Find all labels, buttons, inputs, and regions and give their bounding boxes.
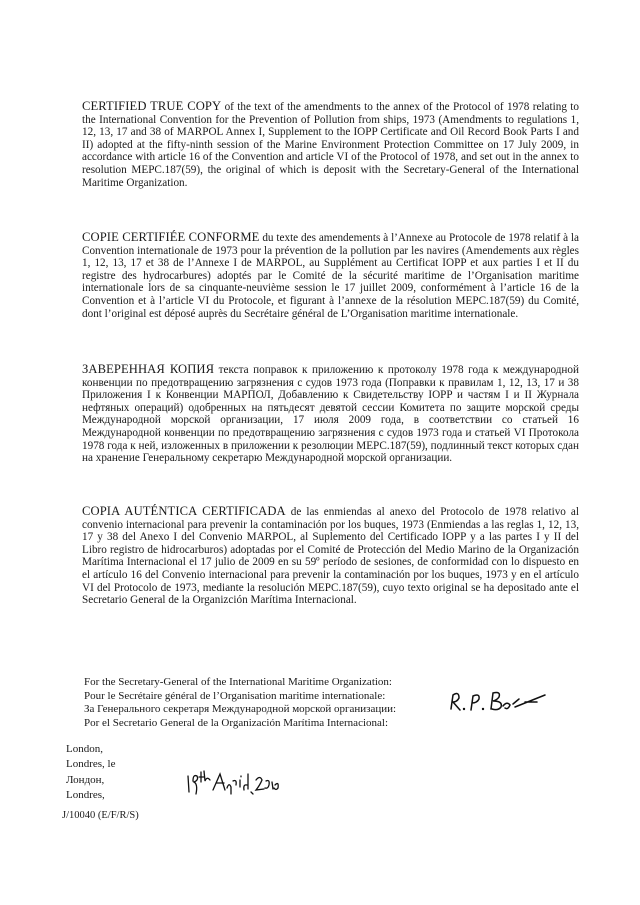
spanish-heading: COPIA AUTÉNTICA CERTIFICADA [82,504,286,518]
russian-heading: ЗАВЕРЕННАЯ КОПИЯ [82,362,215,376]
place-english: London, [66,743,103,755]
place-french: Londres, le [66,758,116,771]
russian-certification-paragraph [82,363,579,465]
document-reference: J/10040 (E/F/R/S) [62,810,139,821]
english-body-text: of the text of the amendments to the annex of the Protocol of 1978 relating to the International Convention for the Prevention of Pollution from ships, 1973 (Amendments to regulations 1, 12, 13, 17 and 38 of MARPOL Annex I, Supplement to the IOPP Certificate and Oil Record Book Parts I and II) adopted at the fifty-ninth session of the Marine Environment Protection Committee on 17 July 2009, in accordance with article 16 of the Convention and article VI of the Protocol of 1978, and set out in the annex to resolution MEPC.187(59), the original of which is deposit with the Secretary-General of the International Maritime Organization. [82,101,579,189]
signatory-block [84,676,464,730]
handwritten-date [185,768,280,798]
place-spanish: Londres, [66,789,105,802]
russian-body-text: текста поправок к приложению к протоколу 1978 года к международной конвенции по предотвращению загрязнения с судов 1973 года (Поправки к правилам 1, 12, 13, 17 и 38 Приложения I к Конвенции МАРПОЛ, Добавлению к Свидетельству IOPP и частям I и II Журнала нефтяных операций) одобренных на пятьдесят девятой сессии Комитета по защите морской среды Международной морской организации, 17 июля 2009 года, в соответствии со статьей 16 Международной конвенции по предотвращению загрязнения с судов 1973 года и статьей VI Протокола 1978 года к ней, изложенных в приложении к резолюции МЕРС.187(59), подлинный текст которых сдан на хранение Генеральному секретарю Международной морской организации. [82,364,579,465]
spanish-body-text: de las enmiendas al anexo del Protocolo de 1978 relativo al convenio internacional para prevenir la contaminación por los buques, 1973 (Enmiendas a las reglas 1, 12, 13, 17 y 38 del Anexo I del Convenio MARPOL, al Suplemento del Certificado IOPP y a las partes I y II del Libro registro de hidrocarburos) adoptadas por el Comité de Protección del Medio Marino de la Organización Marítima Internacional el 17 julio de 2009 en su 59º período de sesiones, de conformidad con lo dispuesto en el artículo 16 del Convenio internacional para prevenir la contaminación por los buques, 1973 y en el artículo VI del Protocolo de 1973, mediante la resolución MEPC.187(59), cuyo texto original se ha depositado ante el Secretario General de la Organizción Marítima Internacional. [82,506,579,607]
french-certification-paragraph [82,231,579,320]
signatory-line-french: Pour le Secrétaire général de l’Organisation maritime internationale: [84,689,386,702]
place-list [66,742,115,804]
english-certification-paragraph [82,100,579,189]
place-russian: Лондон, [66,773,105,786]
french-heading: COPIE CERTIFIÉE CONFORME [82,230,260,244]
signatory-line-spanish: Por el Secretario General de la Organización Marítima Internacional: [84,716,388,729]
english-heading: CERTIFIED TRUE COPY [82,99,222,113]
handwritten-signature [447,687,557,717]
spanish-certification-paragraph [82,505,579,607]
signatory-line-russian: За Генерального секретаря Международной морской организации: [84,703,397,716]
french-body-text: du texte des amendements à l’Annexe au Protocole de 1978 relatif à la Convention internationale de 1973 pour la prévention de la pollution par les navires (Amendements aux règles 1, 12, 13, 17 et 38 de l’Annexe I de MARPOL, au Supplément au Certificat IOPP et aux parties I et II du registre des hydrocarbures) adoptés par le Comité de la sécurité maritime de l’Organisation maritime internationale lors de sa cinquante-neuvième session le 17 juillet 2009, conformément à l’article 16 de la Convention et à l’article VI du Protocole, et figurant à l’annexe de la résolution MEPC.187(59) du Comité, dont l’original est déposé auprès du Secrétaire général de L’Organisation maritime internationale. [82,232,579,320]
signatory-line-english: For the Secretary-General of the International Maritime Organization: [84,676,392,688]
